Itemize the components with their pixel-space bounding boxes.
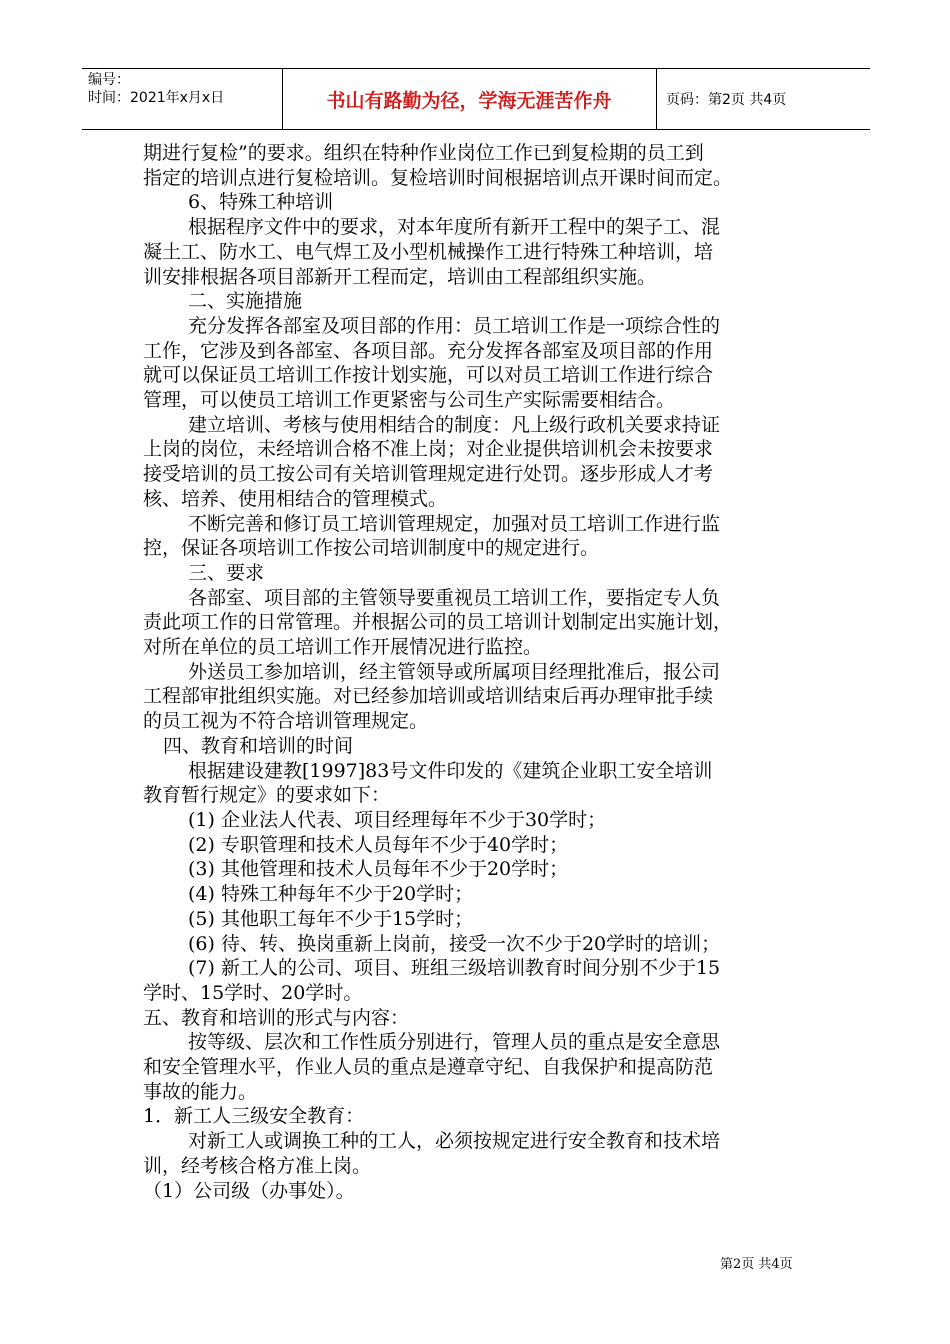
text-line: 凝土工、防水工、电气焊工及小型机械操作工进行特殊工种培训，培 — [143, 240, 714, 263]
text-line: 训，经考核合格方准上岗。 — [143, 1154, 372, 1177]
text-line: 学时、15学时、20学时。 — [143, 981, 363, 1004]
text-line: 工程部审批组织实施。对已经参加培训或培训结束后再办理审批手续 — [143, 685, 714, 708]
text-line: 建立培训、考核与使用相结合的制度：凡上级行政机关要求持证 — [188, 413, 721, 436]
header-time: 时间：2021年x月x日 — [88, 90, 225, 106]
text-line: 指定的培训点进行复检培训。复检培训时间根据培训点开课时间而定。 — [143, 166, 733, 189]
text-line: 五、教育和培训的形式与内容： — [143, 1006, 410, 1029]
page-footer: 第2页 共4页 — [720, 1257, 793, 1272]
text-line: 三、要求 — [188, 561, 265, 584]
header-divider-left — [282, 69, 283, 129]
text-line: 二、实施措施 — [188, 290, 303, 313]
text-line: (4) 特殊工种每年不少于20学时； — [188, 883, 474, 906]
header-page-number: 页码：第2页 共4页 — [666, 92, 787, 108]
text-line: 接受培训的员工按公司有关培训管理规定进行处罚。逐步形成人才考 — [143, 463, 714, 486]
text-line: 责此项工作的日常管理。并根据公司的员工培训计划制定出实施计划， — [143, 611, 733, 634]
text-line: 工作，它涉及到各部室、各项目部。充分发挥各部室及项目部的作用 — [143, 339, 714, 362]
text-line: (3) 其他管理和技术人员每年不少于20学时； — [188, 858, 569, 881]
text-line: 教育暂行规定》的要求如下： — [143, 784, 391, 807]
text-line: 按等级、层次和工作性质分别进行，管理人员的重点是安全意思 — [188, 1031, 721, 1054]
text-line: 1．新工人三级安全教育： — [143, 1105, 365, 1128]
text-line: 不断完善和修订员工培训管理规定，加强对员工培训工作进行监 — [188, 512, 721, 535]
text-line: 充分发挥各部室及项目部的作用：员工培训工作是一项综合性的 — [188, 314, 721, 337]
text-line: 外送员工参加培训，经主管领导或所属项目经理批准后，报公司 — [188, 660, 721, 683]
text-line: 根据建设建教[1997]83号文件印发的《建筑企业职工安全培训 — [188, 759, 713, 782]
text-line: 的员工视为不符合培训管理规定。 — [143, 710, 429, 733]
text-line: 根据程序文件中的要求，对本年度所有新开工程中的架子工、混 — [188, 216, 721, 239]
text-line: 核、培养、使用相结合的管理模式。 — [143, 487, 448, 510]
text-line: 四、教育和培训的时间 — [163, 734, 354, 757]
header-motto: 书山有路勤为径，学海无涯苦作舟 — [326, 89, 612, 112]
text-line: 控，保证各项培训工作按公司培训制度中的规定进行。 — [143, 537, 600, 560]
text-line: (2) 专职管理和技术人员每年不少于40学时； — [188, 833, 569, 856]
text-line: (1) 企业法人代表、项目经理每年不少于30学时； — [188, 808, 607, 831]
text-line: 事故的能力。 — [143, 1080, 258, 1103]
text-line: 和安全管理水平，作业人员的重点是遵章守纪、自我保护和提高防范 — [143, 1056, 714, 1079]
text-line: (6) 待、转、换岗重新上岗前，接受一次不少于20学时的培训； — [188, 932, 721, 955]
text-line: 上岗的岗位，未经培训合格不准上岗；对企业提供培训机会未按要求 — [143, 438, 714, 461]
text-line: 各部室、项目部的主管领导要重视员工培训工作，要指定专人负 — [188, 586, 721, 609]
text-line: 对新工人或调换工种的工人，必须按规定进行安全教育和技术培 — [188, 1130, 721, 1153]
text-line: (7) 新工人的公司、项目、班组三级培训教育时间分别不少于15 — [188, 957, 721, 980]
header-meta — [88, 71, 282, 107]
text-line: (5) 其他职工每年不少于15学时； — [188, 907, 474, 930]
text-line: （1）公司级（办事处）。 — [143, 1179, 355, 1202]
text-line: 训安排根据各项目部新开工程而定，培训由工程部组织实施。 — [143, 265, 657, 288]
text-line: 期进行复检”的要求。组织在特种作业岗位工作已到复检期的员工到 — [143, 142, 704, 164]
document-body — [143, 141, 833, 1203]
page-header — [82, 68, 870, 130]
text-line: 6、特殊工种培训 — [188, 191, 334, 214]
header-number: 编号： — [88, 72, 130, 88]
header-divider-right — [656, 69, 657, 129]
text-line: 就可以保证员工培训工作按计划实施，可以对员工培训工作进行综合 — [143, 364, 714, 387]
text-line: 对所在单位的员工培训工作开展情况进行监控。 — [143, 636, 543, 659]
text-line: 管理，可以使员工培训工作更紧密与公司生产实际需要相结合。 — [143, 389, 676, 412]
